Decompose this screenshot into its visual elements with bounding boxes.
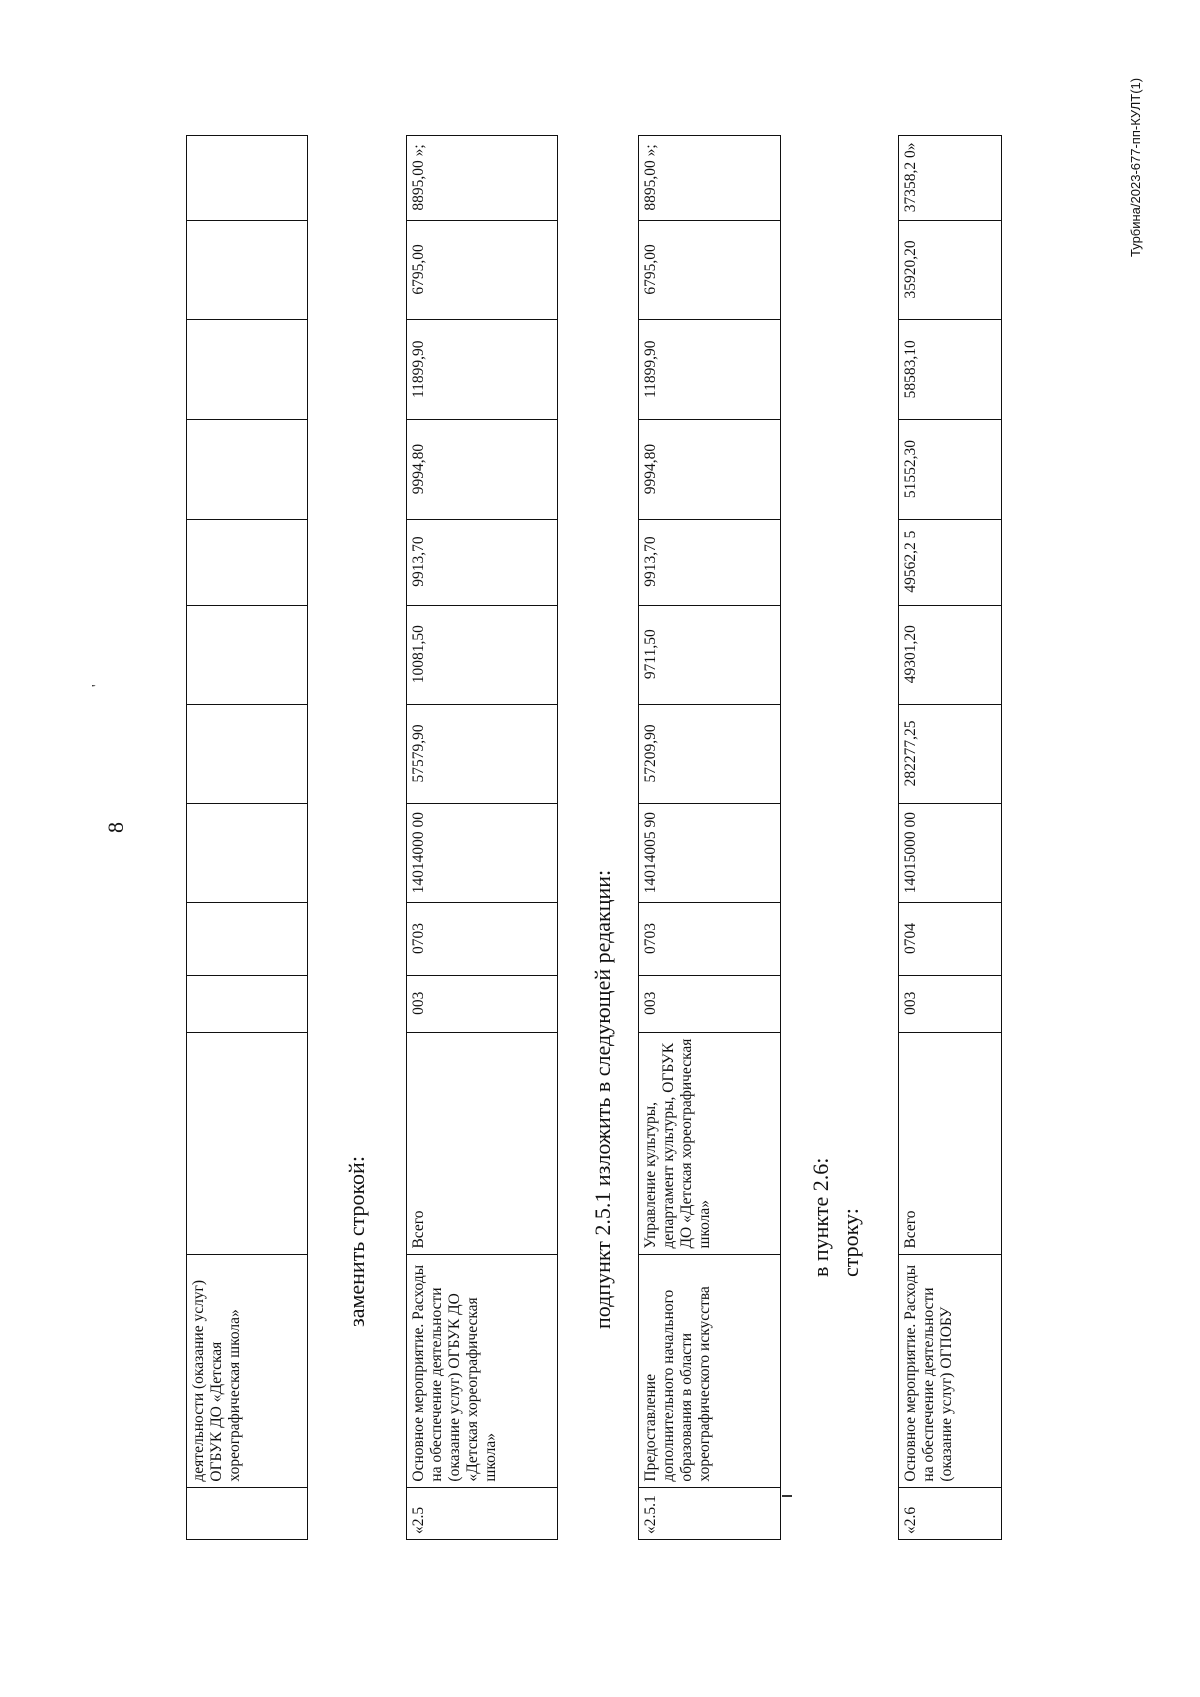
table-fragment-top [186, 135, 308, 1540]
instruction-item-2-6: в пункте 2.6: [808, 1157, 833, 1277]
margin-dash [782, 1495, 792, 1497]
cell-year-4: 11899,90 [639, 320, 781, 420]
cell-rzpr: 0703 [639, 903, 781, 975]
cell-rzpr [187, 903, 308, 975]
cell-description: Основное мероприятие. Расходы на обеспечение деятельности (оказание услуг) ОГБУК ДО «Детская хореографическая школа» [407, 1254, 558, 1487]
cell-description: деятельности (оказание услуг) ОГБУК ДО «Детская хореографическая школа» [187, 1254, 308, 1487]
cell-total: 57209,90 [639, 704, 781, 803]
cell-total: 282277,25 [899, 704, 1002, 803]
instruction-replace-row: заменить строкой: [344, 1156, 369, 1327]
document-footer-code: Турбина/2023-677-пп-КУЛТ(1) [1128, 77, 1143, 257]
cell-csr: 14015000 00 [899, 804, 1002, 903]
cell-year-2: 49562,2 5 [899, 519, 1002, 605]
table-row-2-5-1 [638, 135, 781, 1540]
cell-grbs: 003 [639, 975, 781, 1032]
cell-year-5 [187, 220, 308, 319]
cell-year-2: 9913,70 [407, 519, 558, 605]
cell-number: «2.6 [899, 1487, 1002, 1539]
cell-csr: 14014005 90 [639, 804, 781, 903]
cell-year-5: 6795,00 [639, 220, 781, 319]
cell-year-6: 8895,00 »; [639, 136, 781, 221]
table-row-2-5 [406, 135, 558, 1540]
cell-number [187, 1487, 308, 1539]
cell-number: «2.5 [407, 1487, 558, 1539]
cell-year-3: 51552,30 [899, 420, 1002, 519]
cell-year-6: 37358,2 0» [899, 136, 1002, 221]
cell-year-3 [187, 420, 308, 519]
cell-total [187, 704, 308, 803]
cell-year-4: 11899,90 [407, 320, 558, 420]
table-row-2-6 [898, 135, 1002, 1540]
cell-year-1: 9711,50 [639, 605, 781, 704]
cell-year-3: 9994,80 [407, 420, 558, 519]
cell-rzpr: 0704 [899, 903, 1002, 975]
instruction-subitem-2-5-1: подпункт 2.5.1 изложить в следующей редакции: [590, 869, 615, 1329]
cell-responsible: Управление культуры, департамент культуры, ОГБУК ДО «Детская хореографическая школа» [639, 1032, 781, 1254]
cell-year-6: 8895,00 »; [407, 136, 558, 221]
table-row [899, 136, 1002, 1540]
cell-year-1 [187, 605, 308, 704]
page-number: 8 [103, 822, 128, 833]
cell-description: Предоставление дополнительного начального образования в области хореографического искусства [639, 1254, 781, 1487]
cell-year-3: 9994,80 [639, 420, 781, 519]
cell-year-5: 6795,00 [407, 220, 558, 319]
cell-rzpr: 0703 [407, 903, 558, 975]
cell-description: Основное мероприятие. Расходы на обеспечение деятельности (оказание услуг) ОГПОБУ [899, 1254, 1002, 1487]
cell-grbs: 003 [407, 975, 558, 1032]
table-row [187, 136, 308, 1540]
cell-year-2 [187, 519, 308, 605]
cell-year-4: 58583,10 [899, 320, 1002, 420]
cell-year-6 [187, 136, 308, 221]
cell-total: 57579,90 [407, 704, 558, 803]
cell-grbs [187, 975, 308, 1032]
cell-responsible: Всего [899, 1032, 1002, 1254]
cell-number: «2.5.1 [639, 1487, 781, 1539]
cell-responsible [187, 1032, 308, 1254]
table-row [639, 136, 781, 1540]
cell-year-4 [187, 320, 308, 420]
instruction-row-label: строку: [838, 1208, 863, 1277]
cell-csr: 14014000 00 [407, 804, 558, 903]
cell-grbs: 003 [899, 975, 1002, 1032]
cell-responsible: Всего [407, 1032, 558, 1254]
stray-mark: ' [90, 684, 105, 687]
cell-year-1: 10081,50 [407, 605, 558, 704]
table-row [407, 136, 558, 1540]
cell-year-1: 49301,20 [899, 605, 1002, 704]
cell-year-2: 9913,70 [639, 519, 781, 605]
cell-year-5: 35920,20 [899, 220, 1002, 319]
cell-csr [187, 804, 308, 903]
